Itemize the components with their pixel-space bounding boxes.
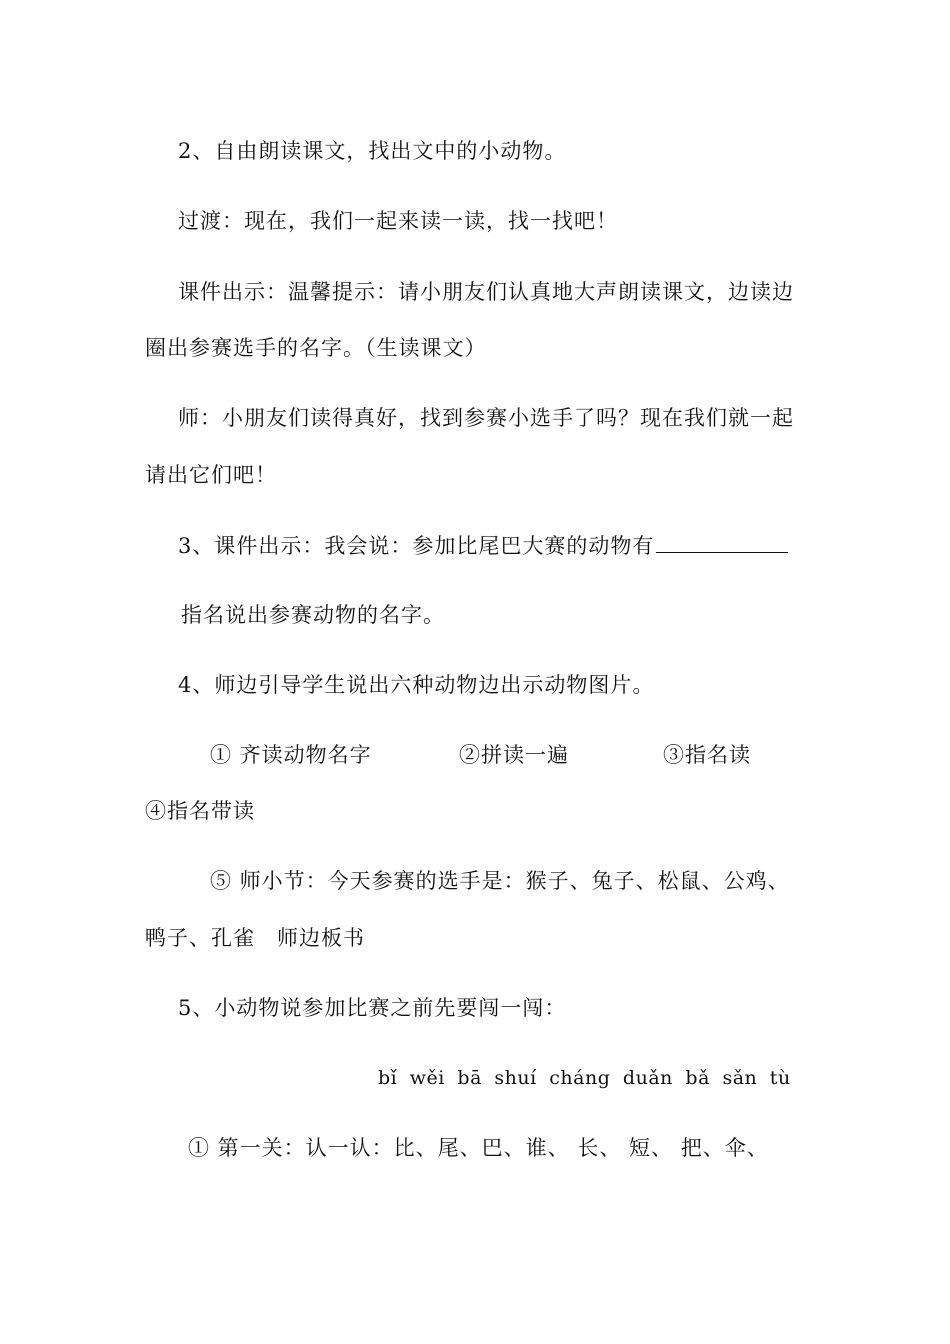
paragraph-courseware-line2: 圈出参赛选手的名字。（生读课文） (145, 336, 487, 360)
paragraph-summary-line2: 鸭子、孔雀 师边板书 (145, 926, 365, 950)
step-spell-read: ②拼读一遍 (459, 743, 569, 767)
step-3-text: 3、课件出示：我会说：参加比尾巴大赛的动物有 (178, 534, 655, 558)
paragraph-courseware-line1: 课件出示：温馨提示：请小朋友们认真地大声朗读课文，边读边 (178, 280, 794, 304)
paragraph-step-2: 2、自由朗读课文，找出文中的小动物。 (178, 139, 567, 163)
paragraph-summary-line1: ⑤ 师小节：今天参赛的选手是：猴子、兔子、松鼠、公鸡、 (210, 869, 790, 893)
paragraph-transition: 过渡：现在，我们一起来读一读，找一找吧！ (178, 209, 618, 233)
fill-in-blank (656, 530, 788, 553)
step-read-together: ① 齐读动物名字 (210, 743, 372, 767)
step-named-read: ③指名读 (663, 743, 751, 767)
paragraph-step-5: 5、小动物说参加比赛之前先要闯一闯： (178, 996, 567, 1020)
step-lead-read: ④指名带读 (145, 799, 255, 823)
paragraph-teacher-line1: 师：小朋友们读得真好，找到参赛小选手了吗？现在我们就一起 (178, 406, 794, 430)
paragraph-level-1: ① 第一关：认一认：比、尾、巴、谁、 长、 短、 把、伞、 (188, 1136, 769, 1160)
pinyin-line: bǐ wěi bā shuí cháng duǎn bǎ sǎn tù (378, 1067, 791, 1089)
paragraph-teacher-line2: 请出它们吧！ (145, 463, 277, 487)
paragraph-name-animals: 指名说出参赛动物的名字。 (181, 603, 445, 627)
paragraph-step-3 (178, 530, 788, 561)
paragraph-step-4: 4、师边引导学生说出六种动物边出示动物图片。 (178, 673, 655, 697)
